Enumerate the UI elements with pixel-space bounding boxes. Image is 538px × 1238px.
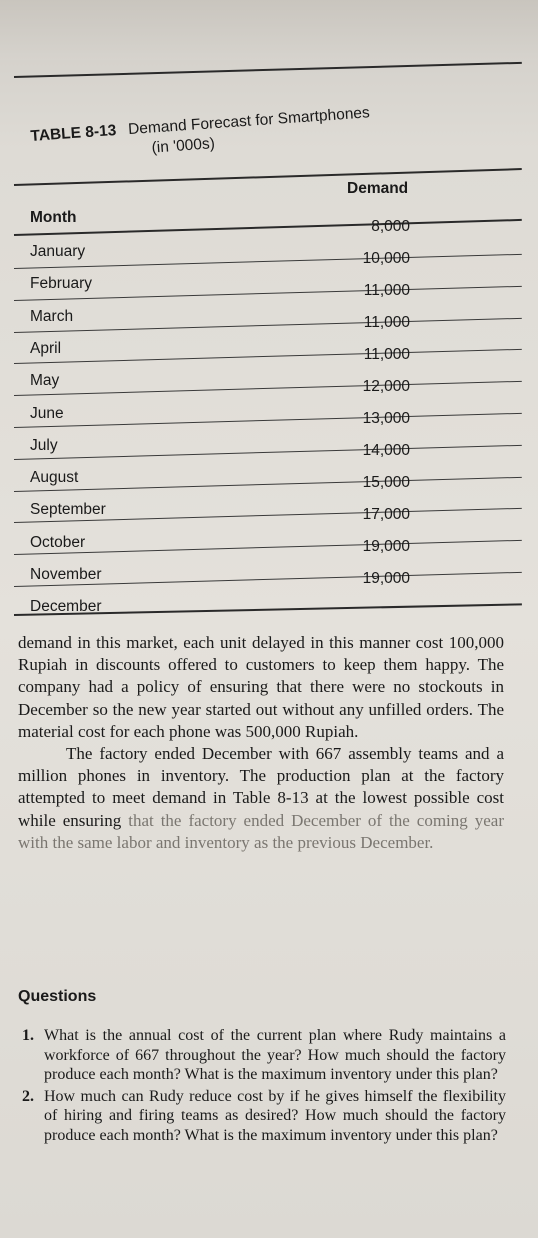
table-cell-demand: 11,000 bbox=[363, 314, 410, 331]
header-demand: Demand bbox=[347, 180, 409, 197]
table-cell-demand: 11,000 bbox=[363, 346, 410, 363]
header-month: Month bbox=[30, 209, 77, 226]
questions-list bbox=[18, 1026, 506, 1148]
question-1 bbox=[18, 1026, 506, 1085]
question-number: 2. bbox=[22, 1087, 34, 1105]
row-rule bbox=[14, 381, 522, 396]
table-cell-demand: 10,000 bbox=[362, 250, 410, 267]
header-rule bbox=[14, 219, 522, 236]
row-rule bbox=[14, 476, 522, 491]
table-title bbox=[30, 104, 372, 166]
table-cell-month: March bbox=[30, 307, 74, 325]
table-caption: Demand Forecast for Smartphones bbox=[127, 104, 371, 139]
row-rule bbox=[14, 445, 522, 460]
row-rule bbox=[14, 254, 522, 269]
body-text bbox=[18, 632, 504, 854]
table-cell-demand: 8,000 bbox=[371, 218, 410, 235]
table-cell-demand: 15,000 bbox=[362, 474, 410, 491]
table-cell-month: November bbox=[30, 566, 102, 583]
row-rule bbox=[14, 317, 522, 332]
row-rule bbox=[14, 349, 522, 364]
bleed-through-area bbox=[0, 0, 538, 60]
paragraph-2b: that the factory ended December of the coming year with the same labor and inventory as the previous December. bbox=[18, 810, 504, 852]
paragraph-2 bbox=[18, 743, 504, 854]
table-cell-month: December bbox=[30, 598, 102, 616]
table-cell-month: September bbox=[30, 501, 106, 519]
question-2 bbox=[18, 1087, 506, 1146]
table-cell-demand: 13,000 bbox=[362, 410, 410, 427]
table-cell-demand: 19,000 bbox=[362, 570, 410, 587]
table-top-rule bbox=[14, 62, 522, 78]
table-cell-month: May bbox=[30, 372, 60, 390]
table-cell-demand: 12,000 bbox=[362, 378, 410, 395]
table-cell-month: January bbox=[30, 243, 86, 260]
question-text: How much can Rudy reduce cost by if he gives himself the flexibility of hiring and firing teams as desired? How much should the factory produce each month? What is the maximum inventory under this plan? bbox=[44, 1087, 506, 1144]
table-cell-demand: 17,000 bbox=[362, 506, 410, 523]
table-cell-month: June bbox=[30, 404, 64, 422]
question-text: What is the annual cost of the current plan where Rudy maintains a workforce of 667 throughout the year? How much should the factory produce each month? What is the maximum inventory under this plan? bbox=[44, 1027, 506, 1084]
question-number: 1. bbox=[22, 1027, 34, 1044]
row-rule bbox=[14, 540, 522, 555]
table-label: TABLE 8-13 bbox=[30, 122, 117, 145]
table-cell-month: July bbox=[30, 436, 58, 454]
table-subtitle: (in '000s) bbox=[151, 135, 216, 157]
row-rule bbox=[14, 413, 522, 428]
paragraph-1: demand in this market, each unit delayed in this manner cost 100,000 Rupiah in discounts offered to customers to keep them happy. The company had a policy of ensuring that there were no stockouts in December so the new year started out without any unfilled orders. The material cost for each phone was 500,000 Rupiah. bbox=[18, 633, 504, 741]
table-cell-month: October bbox=[30, 533, 86, 551]
table-cell-month: April bbox=[30, 339, 62, 357]
title-rule bbox=[14, 168, 522, 186]
table-cell-demand: 14,000 bbox=[362, 442, 410, 459]
questions-title: Questions bbox=[18, 988, 97, 1005]
paragraph-2a: The factory ended December with 667 assembly teams and a million phones in inventory. The production plan at the factory attempted to meet demand in Table 8-13 at the lowest possible cost while ensuring bbox=[18, 744, 504, 830]
table-cell-demand: 19,000 bbox=[362, 538, 410, 555]
table-cell-demand: 11,000 bbox=[363, 282, 410, 299]
table-cell-month: February bbox=[30, 275, 93, 293]
table-cell-month: August bbox=[30, 469, 79, 487]
